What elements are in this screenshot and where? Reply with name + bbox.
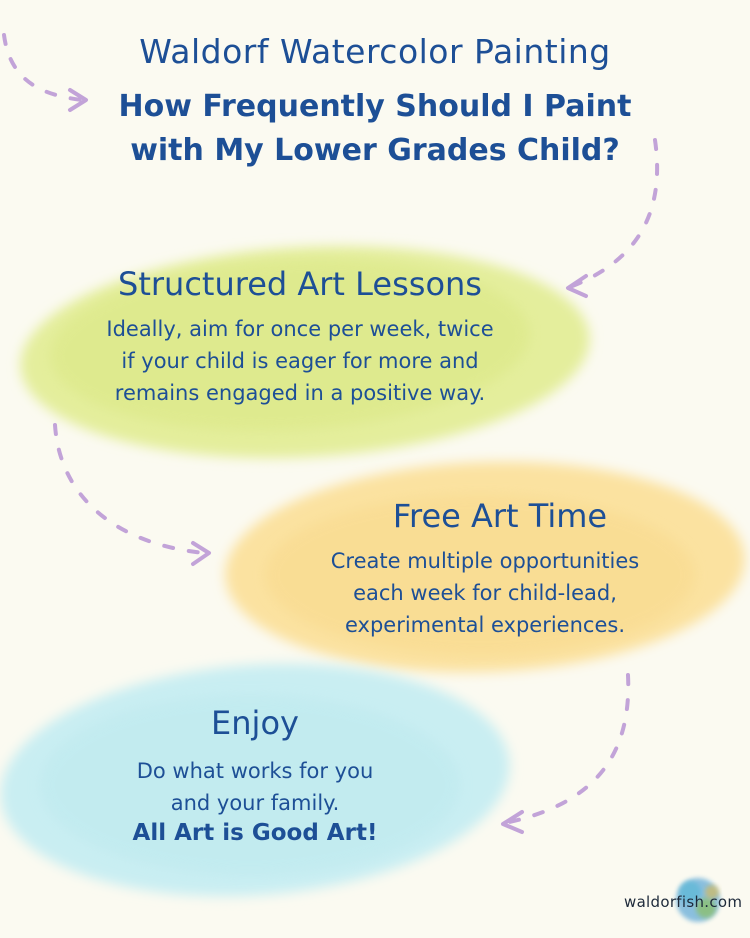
body-line: and your family. (170, 791, 340, 815)
title-line-2: with My Lower Grades Child? (130, 133, 620, 168)
body-line: Do what works for you (136, 759, 374, 783)
section-body-enjoy (80, 755, 430, 819)
logo-text[interactable]: waldorfish.com (624, 893, 743, 911)
tagline: All Art is Good Art! (132, 820, 378, 846)
section-body-free-art-time (270, 545, 700, 641)
page-title (60, 85, 690, 173)
title-line-1: How Frequently Should I Paint (118, 89, 632, 124)
body-line: Ideally, aim for once per week, twice (106, 317, 494, 341)
body-line: if your child is eager for more and (121, 349, 479, 373)
page-subtitle: Waldorf Watercolor Painting (139, 32, 611, 71)
section-body-structured-lessons (40, 313, 560, 409)
body-line: remains engaged in a positive way. (114, 381, 486, 405)
body-line: each week for child-lead, (353, 581, 617, 605)
section-heading-enjoy: Enjoy (211, 704, 299, 742)
section-heading-free-art-time: Free Art Time (392, 497, 608, 535)
body-line: Create multiple opportunities (330, 549, 640, 573)
arrow-path-bottom-right (505, 675, 628, 823)
body-line: experimental experiences. (344, 613, 625, 637)
section-heading-structured-lessons: Structured Art Lessons (118, 265, 482, 303)
